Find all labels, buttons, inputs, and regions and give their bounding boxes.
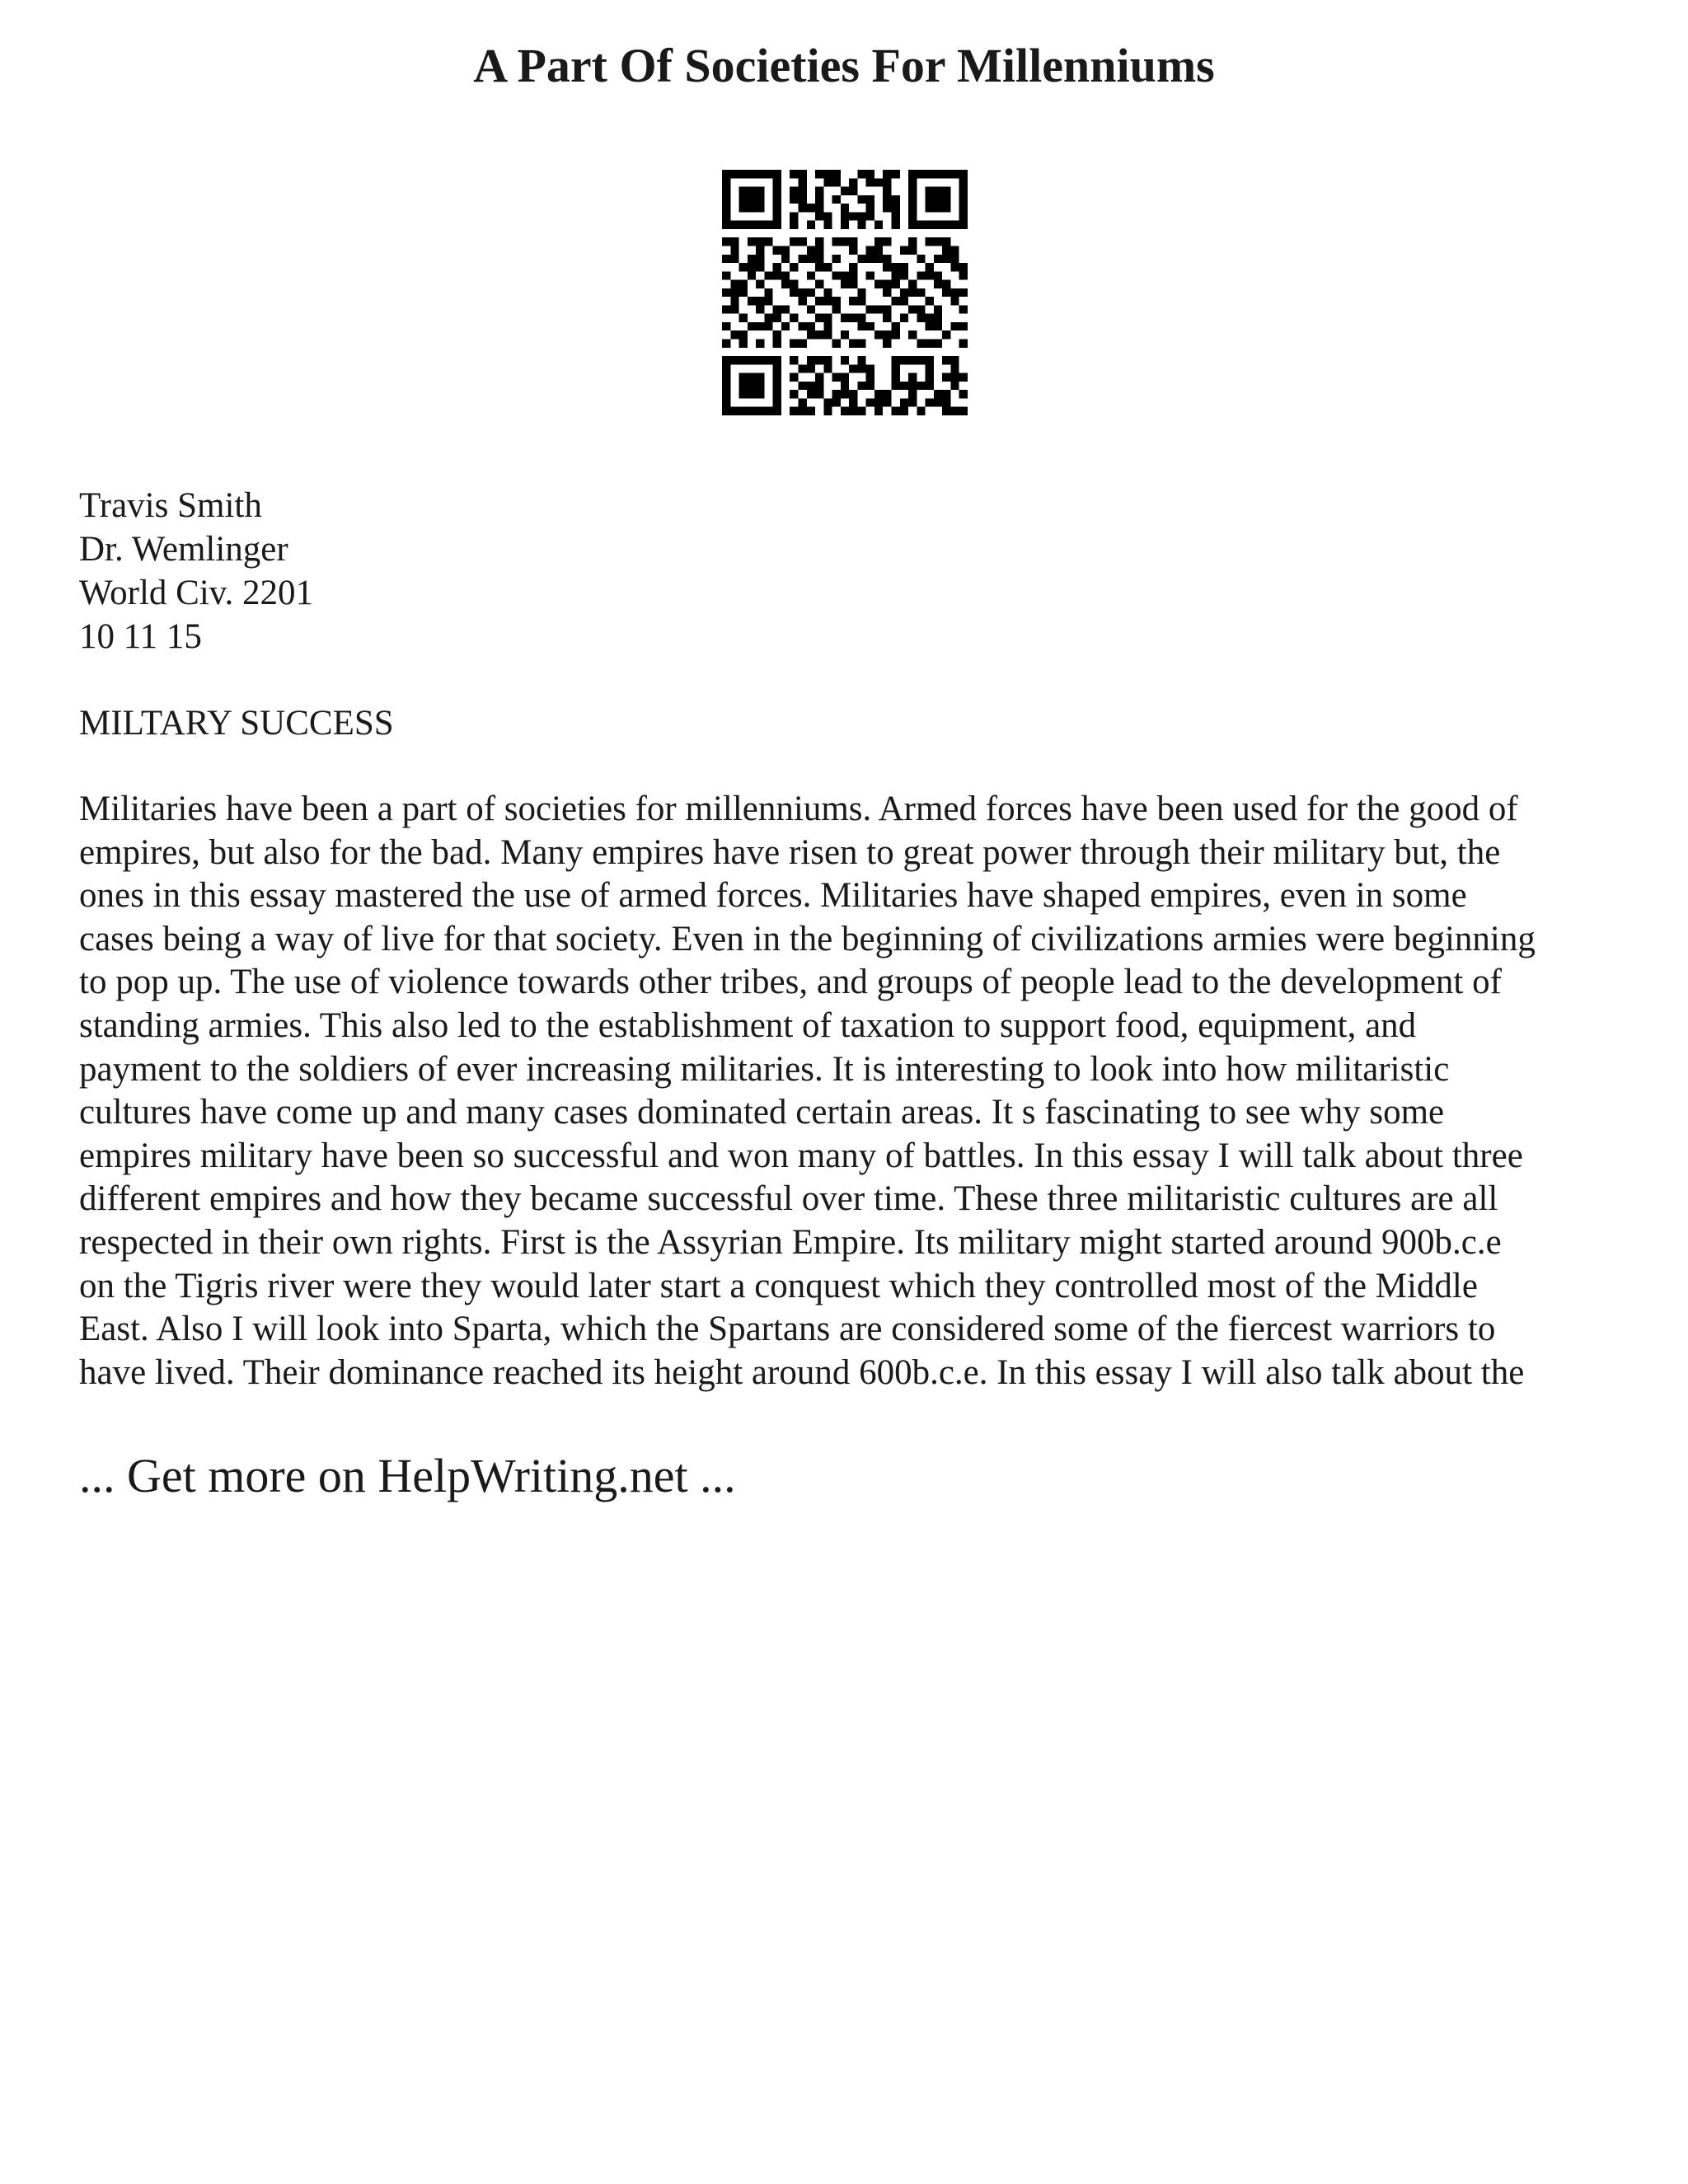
body-line: different empires and how they became successful over time. These three militaristic cultures are all bbox=[79, 1179, 1498, 1219]
author-name: Travis Smith bbox=[79, 486, 262, 525]
body-line: on the Tigris river were they would later start a conquest which they controlled most of the Middle bbox=[79, 1266, 1478, 1305]
body-line: empires military have been so successful and won many of battles. In this essay I will talk about three bbox=[79, 1136, 1523, 1175]
course-name: World Civ. 2201 bbox=[79, 574, 313, 612]
body-line: payment to the soldiers of ever increasing militaries. It is interesting to look into how militaristic bbox=[79, 1049, 1450, 1089]
body-line: cases being a way of live for that society. Even in the beginning of civilizations armies were beginning bbox=[79, 919, 1536, 958]
body-line: empires, but also for the bad. Many empires have risen to great power through their military but, the bbox=[79, 832, 1501, 872]
body-line: ones in this essay mastered the use of armed forces. Militaries have shaped empires, even in some bbox=[79, 876, 1467, 916]
document-title: A Part Of Societies For Millenniums bbox=[473, 39, 1215, 92]
essay-body bbox=[79, 788, 1629, 1394]
author-block bbox=[79, 484, 313, 658]
body-line: standing armies. This also led to the establishment of taxation to support food, equipment, and bbox=[79, 1005, 1417, 1045]
section-heading: MILTARY SUCCESS bbox=[79, 704, 394, 743]
essay-date: 10 11 15 bbox=[79, 617, 202, 656]
instructor-name: Dr. Wemlinger bbox=[79, 530, 288, 569]
body-line: cultures have come up and many cases dominated certain areas. It s fascinating to see why some bbox=[79, 1093, 1445, 1132]
body-line: East. Also I will look into Sparta, which the Spartans are considered some of the fiercest warriors to bbox=[79, 1310, 1496, 1349]
body-line: respected in their own rights. First is the Assyrian Empire. Its military might started around 900b.c.e bbox=[79, 1222, 1502, 1262]
body-line: have lived. Their dominance reached its height around 600b.c.e. In this essay I will also talk about the bbox=[79, 1352, 1525, 1392]
body-line: Militaries have been a part of societies for millenniums. Armed forces have been used for the good of bbox=[79, 790, 1518, 828]
body-line: to pop up. The use of violence towards other tribes, and groups of people lead to the development of bbox=[79, 963, 1502, 1002]
get-more-link[interactable]: ... Get more on HelpWriting.net ... bbox=[79, 1449, 736, 1502]
qr-code-icon bbox=[722, 170, 968, 415]
